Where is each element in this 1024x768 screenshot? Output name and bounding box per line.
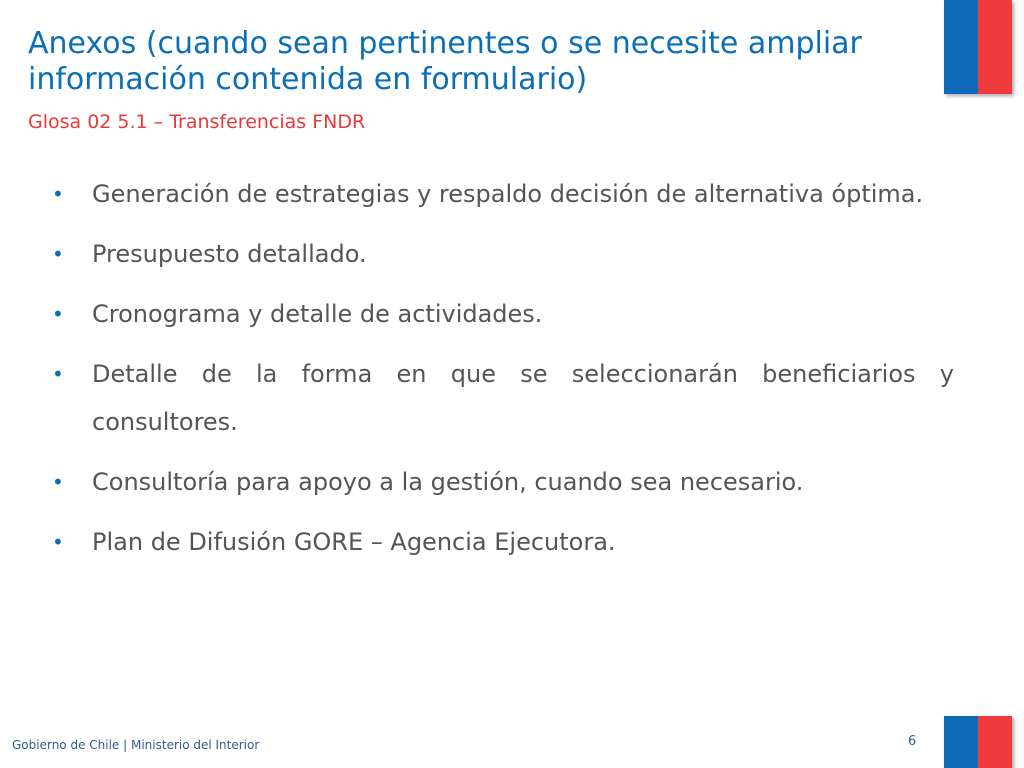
bullet-icon: • (52, 530, 64, 554)
bullet-icon: • (52, 182, 64, 206)
chile-flag-stripes-icon (944, 0, 1012, 94)
bullet-item (52, 170, 954, 218)
bullet-text: Consultoría para apoyo a la gestión, cuando sea necesario. (92, 468, 804, 496)
footer-organization: Gobierno de Chile | Ministerio del Interior (12, 738, 260, 752)
flag-red-stripe (978, 716, 1012, 768)
bullet-item (52, 458, 954, 506)
bullet-item (52, 290, 954, 338)
bullet-icon: • (52, 302, 64, 326)
bullet-item (52, 230, 954, 278)
bullet-icon: • (52, 470, 64, 494)
bullet-text: Presupuesto detallado. (92, 240, 367, 268)
page-number: 6 (908, 734, 917, 749)
bullet-item (52, 350, 954, 446)
bullet-text: Generación de estrategias y respaldo decisión de alternativa óptima. (92, 180, 924, 208)
flag-blue-stripe (944, 0, 978, 94)
bullet-text: Detalle de la forma en que se seleccionarán beneficiarios y consultores. (92, 360, 954, 436)
flag-red-stripe (978, 0, 1012, 94)
bullet-icon: • (52, 242, 64, 266)
slide-subtitle: Glosa 02 5.1 – Transferencias FNDR (28, 111, 366, 133)
bullet-icon: • (52, 362, 64, 386)
chile-flag-stripes-icon (944, 716, 1012, 768)
bullet-text: Cronograma y detalle de actividades. (92, 300, 543, 328)
flag-blue-stripe (944, 716, 978, 768)
slide-title: Anexos (cuando sean pertinentes o se necesite ampliar información contenida en formulario) (28, 26, 862, 97)
bullet-item (52, 518, 954, 566)
bullet-text: Plan de Difusión GORE – Agencia Ejecutora. (92, 528, 616, 556)
bullet-list (52, 170, 954, 578)
